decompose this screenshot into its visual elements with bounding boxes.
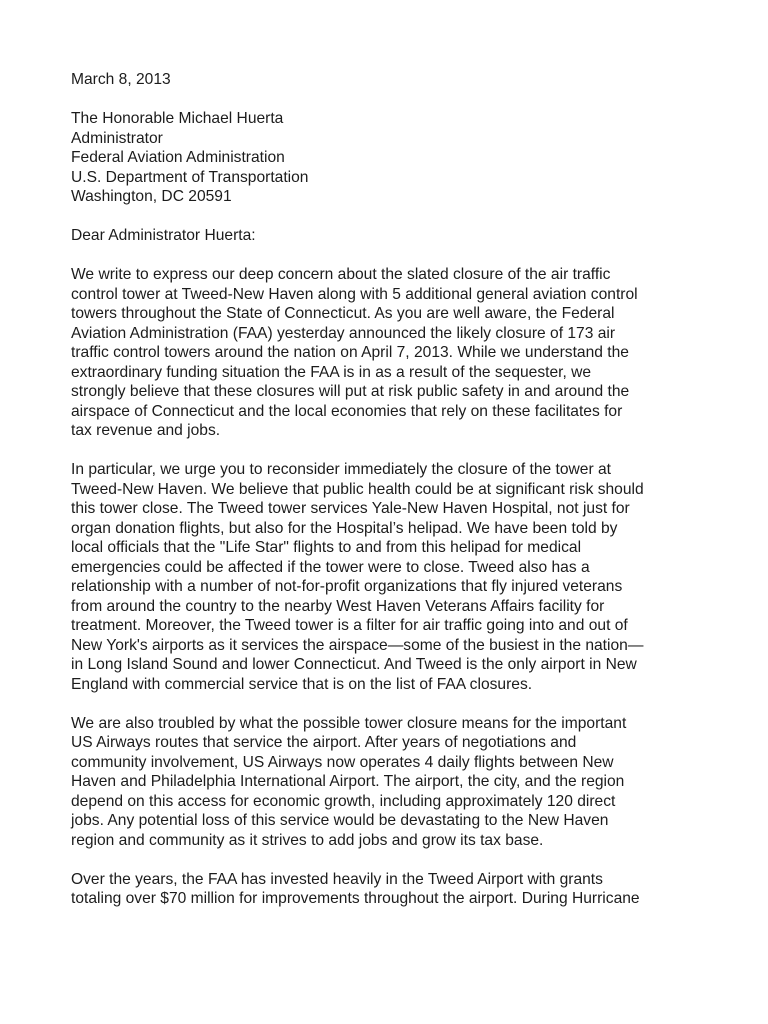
paragraph-line: airspace of Connecticut and the local economies that rely on these facilitates for (71, 402, 623, 420)
recipient-line: Administrator (71, 129, 163, 147)
paragraph-3 (71, 714, 711, 851)
paragraph-line: region and community as it strives to add jobs and grow its tax base. (71, 831, 544, 849)
paragraph-line: towers throughout the State of Connecticut. As you are well aware, the Federal (71, 305, 615, 322)
paragraph-line: We are also troubled by what the possible tower closure means for the important (71, 714, 627, 732)
recipient-line: The Honorable Michael Huerta (71, 110, 284, 127)
paragraph-line: community involvement, US Airways now operates 4 daily flights between New (71, 753, 614, 771)
recipient-address (71, 109, 711, 207)
paragraph-line: traffic control towers around the nation on April 7, 2013. While we understand the (71, 344, 629, 361)
salutation: Dear Administrator Huerta: (71, 227, 256, 244)
paragraph-line: In particular, we urge you to reconsider immediately the closure of the tower at (71, 461, 611, 478)
paragraph-line: treatment. Moreover, the Tweed tower is a filter for air traffic going into and out of (71, 617, 628, 634)
letter-date: March 8, 2013 (71, 71, 171, 88)
paragraph-line: jobs. Any potential loss of this service would be devastating to the New Haven (71, 812, 609, 829)
paragraph-line: local officials that the "Life Star" flights to and from this helipad for medical (71, 539, 582, 556)
paragraph-line: emergencies could be affected if the tower were to close. Tweed also has a (71, 558, 590, 576)
paragraph-line: New York's airports as it services the airspace—some of the busiest in the nation— (71, 636, 644, 654)
spacer (71, 246, 711, 266)
paragraph-line: Tweed-New Haven. We believe that public health could be at significant risk should (71, 480, 644, 498)
paragraph-2 (71, 460, 711, 694)
paragraph-line: strongly believe that these closures will put at risk public safety in and around the (71, 383, 630, 400)
spacer (71, 207, 711, 227)
recipient-line: Federal Aviation Administration (71, 149, 285, 166)
paragraph-line: tax revenue and jobs. (71, 422, 221, 439)
paragraph-line: extraordinary funding situation the FAA is in as a result of the sequester, we (71, 363, 592, 381)
paragraph-line: depend on this access for economic growth, including approximately 120 direct (71, 792, 616, 810)
paragraph-line: Haven and Philadelphia International Airport. The airport, the city, and the region (71, 773, 625, 790)
paragraph-line: Aviation Administration (FAA) yesterday announced the likely closure of 173 air (71, 324, 616, 342)
paragraph-line: Over the years, the FAA has invested heavily in the Tweed Airport with grants (71, 870, 603, 888)
spacer (71, 850, 711, 870)
paragraph-line: from around the country to the nearby West Haven Veterans Affairs facility for (71, 597, 605, 615)
recipient-line: Washington, DC 20591 (71, 188, 232, 205)
paragraph-1 (71, 265, 711, 441)
paragraph-line: England with commercial service that is on the list of FAA closures. (71, 675, 533, 693)
paragraph-line: totaling over $70 million for improvements throughout the airport. During Hurricane (71, 890, 640, 907)
paragraph-line: relationship with a number of not-for-profit organizations that fly injured veterans (71, 578, 623, 595)
spacer (71, 90, 711, 110)
paragraph-line: We write to express our deep concern about the slated closure of the air traffic (71, 266, 611, 283)
paragraph-line: in Long Island Sound and lower Connecticut. And Tweed is the only airport in New (71, 656, 637, 673)
paragraph-line: US Airways routes that service the airport. After years of negotiations and (71, 734, 577, 751)
recipient-line: U.S. Department of Transportation (71, 168, 309, 186)
spacer (71, 441, 711, 461)
spacer (71, 694, 711, 714)
paragraph-line: organ donation flights, but also for the Hospital’s helipad. We have been told by (71, 519, 618, 537)
paragraph-4 (71, 870, 711, 909)
paragraph-line: this tower close. The Tweed tower services Yale-New Haven Hospital, not just for (71, 500, 630, 517)
letter-body (71, 70, 711, 909)
paragraph-line: control tower at Tweed-New Haven along with 5 additional general aviation control (71, 285, 638, 303)
